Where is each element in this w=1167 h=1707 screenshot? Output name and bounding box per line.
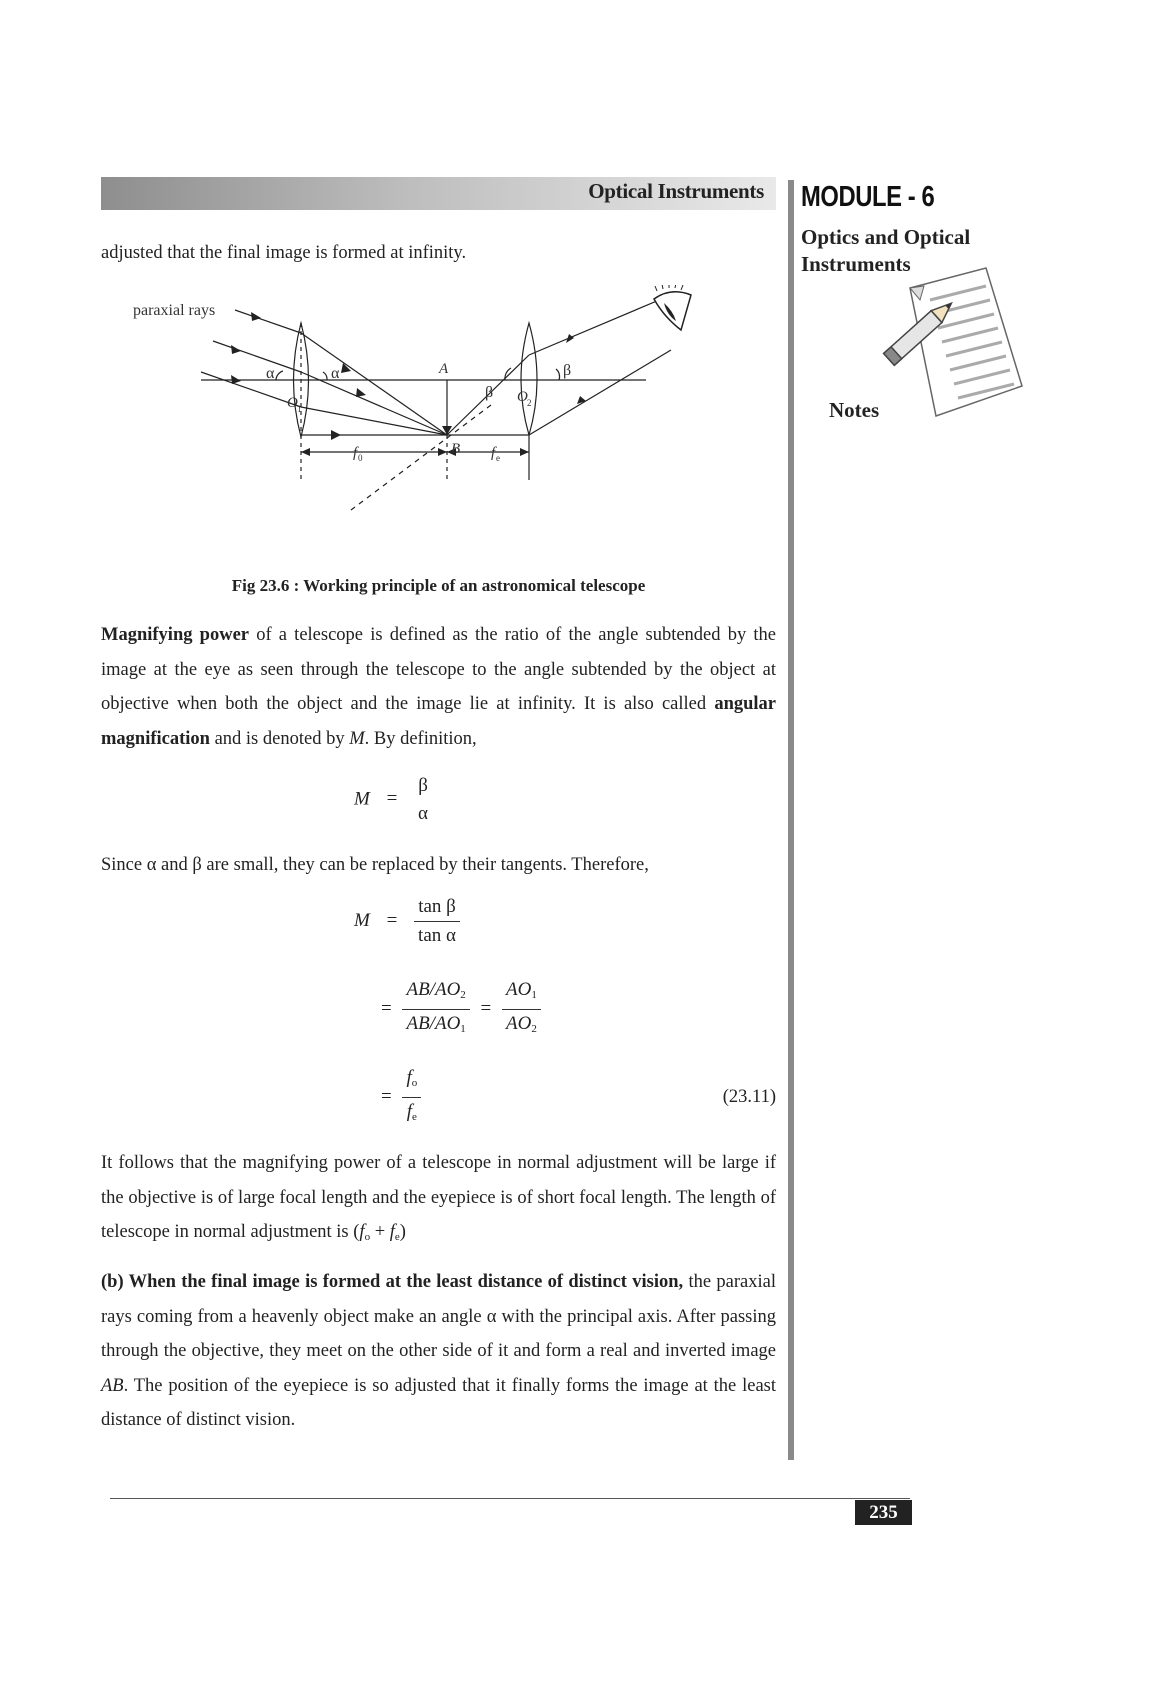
term-angular-magnification: angular magnification [101,694,776,749]
eye-icon [654,285,691,330]
svg-text:α: α [266,365,275,382]
svg-text:0: 0 [358,453,363,463]
ray-top-in [235,310,301,333]
svg-text:f: f [491,445,496,461]
subheading-b: (b) When the final image is formed at the least distance of distinct vision, [101,1272,684,1292]
equation-number: (23.11) [722,1087,776,1107]
ray-eyepiece-out-bottom [529,350,671,435]
paragraph-tangents: Since α and β are small, they can be replaced by their tangents. Therefore, [101,855,649,875]
ray-eyepiece-out-top [529,295,671,355]
intro-text: adjusted that the final image is formed at infinity. [101,243,467,263]
header-bar [101,177,776,210]
equation-4: = $\frac{f_o}{f_e}$ [381,1064,421,1131]
subtitle-line-2: Instruments [801,252,911,276]
equation-2: M = $\frac{\text{tan β}}{\text{tan α}}$ [354,893,460,950]
svg-text:1: 1 [297,404,302,414]
ray-mid-in [213,341,301,372]
ray-low-through [301,407,447,435]
svg-text:f: f [353,445,358,461]
svg-text:A: A [439,361,449,377]
equation-3: = $\frac{AB/AO_2}{AB/AO_1}$ = $\frac{AO_1}{AO_2}$ [381,976,541,1043]
label-paraxial-rays: paraxial rays [133,302,216,319]
paragraph-least-distance: (b) When the final image is formed at the least distance of distinct vision, the paraxial rays coming from a heavenly object make an angle α with the principal axis. After passing through the objective, they meet on the other side of it and form a real and inverted image AB. The position of the eyepiece is so adjusted that it finally forms the image at the least distance of distinct vision. [101,1272,776,1430]
notes-pencil-icon [870,266,1030,426]
footer-rule [110,1498,910,1499]
svg-text:α: α [331,365,340,382]
svg-text:β: β [563,362,572,379]
subtitle-line-1: Optics and Optical [801,225,971,249]
margin-rule [788,180,794,1460]
fraction: β α [418,775,429,824]
ray-mid-through [301,372,447,435]
paragraph-normal-adjustment: It follows that the magnifying power of a telescope in normal adjustment will be large if the objective is of large focal length and the eyepiece is of short focal length. The length of telescope in normal adjustment is $(f_o + f_e)$ [101,1153,776,1243]
figure-caption: Fig 23.6 : Working principle of an astronomical telescope [231,576,646,595]
svg-text:B: B [451,441,461,457]
telescope-diagram [101,285,701,545]
page-number: 235 [855,1500,912,1525]
svg-text:O: O [287,395,298,411]
equation-1: M = β α [354,772,432,828]
ray-top-through [301,333,447,435]
svg-text:O: O [517,389,528,405]
notes-label: Notes [829,398,880,422]
svg-text:2: 2 [527,398,532,408]
ray-low-in [201,372,301,407]
paragraph-magnifying-power: Magnifying power of a telescope is defined as the ratio of the angle subtended by the image at the eye as seen through the telescope to the angle subtended by the object at objective when both the object and the image lie at infinity. It is also called angular magnification and is denoted by M. By definition, [101,625,776,749]
svg-text:e: e [496,453,500,463]
svg-text:β: β [485,384,494,401]
header-title: Optical Instruments [588,179,764,203]
term-magnifying-power: Magnifying power [101,625,249,645]
module-title: MODULE - 6 [801,181,935,213]
eyepiece-lens [521,323,537,435]
